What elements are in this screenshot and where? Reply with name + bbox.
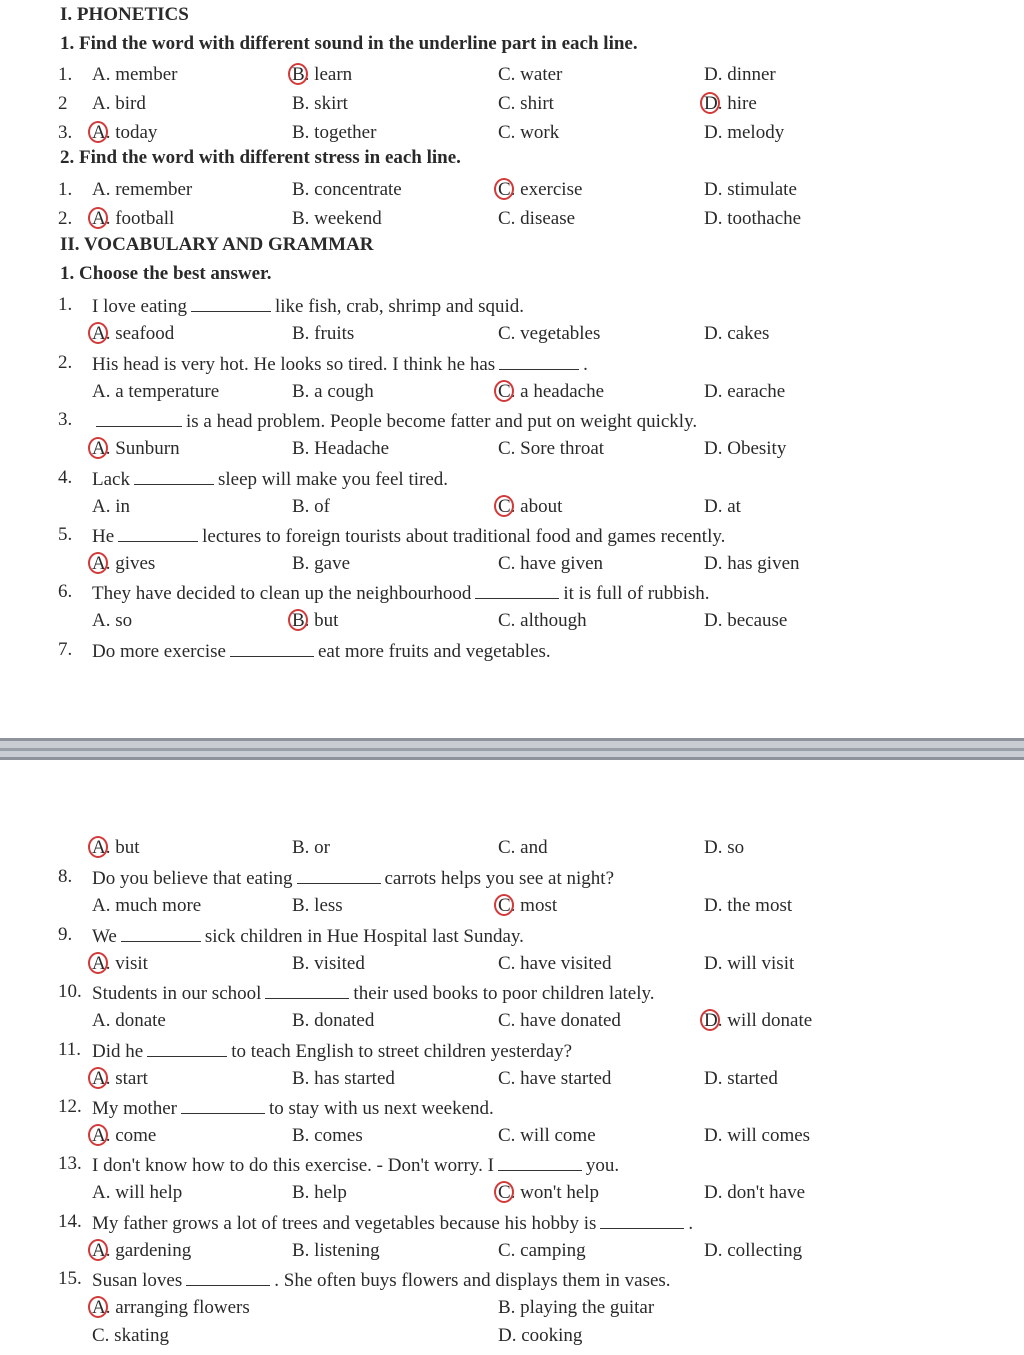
stem-text-after: . She often buys flowers and displays them in vases. — [274, 1270, 671, 1291]
question-1-option-d[interactable] — [704, 320, 769, 348]
question-15-option-a[interactable] — [92, 1294, 250, 1322]
option-label: A. donate — [92, 1010, 166, 1031]
phonetics-row-2-option-b[interactable] — [292, 90, 348, 118]
phonetics-row-2-option-d[interactable] — [704, 90, 757, 118]
answer-circle-mark — [88, 121, 108, 143]
option-label: B. or — [292, 837, 330, 858]
item-number: 7. — [58, 639, 73, 660]
answer-circle-mark — [88, 552, 108, 574]
stem-text-after: to teach English to street children yesterday? — [231, 1041, 573, 1062]
stress-row-2-option-a[interactable] — [92, 205, 174, 233]
stem-text-before: We — [92, 926, 117, 947]
section-title-phonetics: I. PHONETICS — [60, 4, 189, 25]
option-label: D. stimulate — [704, 179, 797, 200]
option-label: A. visit — [92, 953, 148, 974]
item-number: 5. — [58, 524, 73, 545]
answer-circle-mark — [288, 63, 308, 85]
option-label: B. gave — [292, 553, 351, 574]
phonetics-row-3-option-c[interactable] — [498, 119, 559, 147]
option-label: C. shirt — [498, 93, 554, 114]
question-12-option-c[interactable] — [498, 1122, 596, 1150]
question-9-option-c[interactable] — [498, 950, 611, 978]
answer-circle-mark — [288, 609, 308, 631]
phonetics-row-3-option-b[interactable] — [292, 119, 376, 147]
stem-text-after: like fish, crab, shrimp and squid. — [274, 296, 525, 317]
question-13-option-a[interactable] — [92, 1179, 182, 1207]
stem-text-before: I love eating — [92, 296, 187, 317]
question-9-option-d[interactable] — [704, 950, 794, 978]
option-label: A. so — [92, 610, 133, 631]
option-label: B. weekend — [292, 208, 382, 229]
question-8-option-a[interactable] — [92, 892, 201, 920]
item-number: 15. — [58, 1268, 82, 1289]
question-1-option-a[interactable] — [92, 320, 174, 348]
item-number: 3. — [58, 122, 73, 143]
item-number: 8. — [58, 866, 73, 887]
option-label: C. vegetables — [498, 323, 601, 344]
option-label: C. water — [498, 64, 563, 85]
option-label: D. will comes — [704, 1125, 811, 1146]
question-14-option-d[interactable] — [704, 1237, 802, 1265]
option-label: A. today — [92, 122, 158, 143]
stem-text-after: it is full of rubbish. — [563, 583, 710, 604]
answer-circle-mark — [88, 1124, 108, 1146]
question-2-option-d[interactable] — [704, 378, 785, 406]
answer-circle-mark — [494, 894, 514, 916]
question-stem-7 — [92, 636, 551, 666]
option-label: A. but — [92, 837, 140, 858]
option-label: D. earache — [704, 381, 786, 402]
stem-text-before: I don't know how to do this exercise. - Don't worry. I — [92, 1155, 494, 1176]
question-stem-6 — [92, 578, 710, 608]
question-10-option-b[interactable] — [292, 1007, 374, 1035]
question-stem-4 — [92, 464, 448, 494]
item-number: 13. — [58, 1153, 82, 1174]
option-label: D. at — [704, 496, 741, 517]
question-15-option-c[interactable] — [92, 1322, 169, 1350]
stem-text-after: to stay with us next weekend. — [268, 1098, 494, 1119]
answer-circle-mark — [88, 1239, 108, 1261]
option-label: C. have started — [498, 1068, 612, 1089]
option-label: C. skating — [92, 1325, 170, 1346]
stress-row-2-option-b[interactable] — [292, 205, 382, 233]
answer-blank[interactable] — [498, 1150, 582, 1171]
question-9-option-a[interactable] — [92, 950, 148, 978]
answer-circle-mark — [88, 322, 108, 344]
option-label: A. come — [92, 1125, 157, 1146]
question-stem-1 — [92, 291, 524, 321]
item-number: 4. — [58, 467, 73, 488]
stem-text-after: you. — [585, 1155, 620, 1176]
option-label: B. less — [292, 895, 343, 916]
option-label: D. has given — [704, 553, 800, 574]
question-5-option-a[interactable] — [92, 550, 155, 578]
option-label: D. because — [704, 610, 788, 631]
question-8-option-d[interactable] — [704, 892, 792, 920]
option-label: D. don't have — [704, 1182, 806, 1203]
item-number: 6. — [58, 581, 73, 602]
option-label: C. and — [498, 837, 548, 858]
answer-circle-mark — [88, 1296, 108, 1318]
option-label: A. arranging flowers — [92, 1297, 250, 1318]
question-stem-12 — [92, 1093, 494, 1123]
question-9-option-b[interactable] — [292, 950, 365, 978]
answer-circle-mark — [494, 1181, 514, 1203]
stem-text-after: eat more fruits and vegetables. — [318, 641, 551, 662]
question-stem-3 — [92, 406, 697, 436]
answer-circle-mark — [88, 952, 108, 974]
option-label: A. in — [92, 496, 130, 517]
stress-row-1-option-d[interactable] — [704, 176, 797, 204]
option-label: B. has started — [292, 1068, 395, 1089]
question-stem-10 — [92, 978, 655, 1008]
part3-heading: 1. Choose the best answer. — [60, 263, 272, 284]
option-label: D. will visit — [704, 953, 795, 974]
item-number: 3. — [58, 409, 73, 430]
question-10-option-c[interactable] — [498, 1007, 621, 1035]
answer-blank[interactable] — [191, 291, 271, 312]
stem-text-after: sick children in Hue Hospital last Sunday. — [204, 926, 524, 947]
stem-text-before: Did he — [92, 1041, 144, 1062]
question-1-option-b[interactable] — [292, 320, 354, 348]
option-label: B. visited — [292, 953, 365, 974]
option-label: C. work — [498, 122, 560, 143]
option-label: D. cakes — [704, 323, 770, 344]
question-7-option-b[interactable] — [292, 834, 330, 862]
part2-heading: 2. Find the word with different stress in each line. — [60, 147, 461, 168]
question-2-option-c[interactable] — [498, 378, 604, 406]
option-label: A. much more — [92, 895, 202, 916]
option-label: D. started — [704, 1068, 778, 1089]
option-label: B. together — [292, 122, 377, 143]
answer-blank[interactable] — [186, 1265, 270, 1286]
item-number: 10. — [58, 981, 82, 1002]
stem-text-before: Lack — [92, 469, 130, 490]
answer-circle-mark — [494, 178, 514, 200]
question-2-option-a[interactable] — [92, 378, 219, 406]
option-label: C. about — [498, 496, 563, 517]
question-1-option-c[interactable] — [498, 320, 600, 348]
question-stem-8 — [92, 863, 614, 893]
answer-blank[interactable] — [96, 406, 182, 427]
option-label: C. have given — [498, 553, 604, 574]
answer-circle-mark — [494, 495, 514, 517]
phonetics-row-3-option-d[interactable] — [704, 119, 784, 147]
option-label: D. so — [704, 837, 745, 858]
stem-text-before: They have decided to clean up the neighbourhood — [92, 583, 472, 604]
option-label: B. fruits — [292, 323, 355, 344]
option-label: A. gives — [92, 553, 156, 574]
answer-blank[interactable] — [230, 636, 314, 657]
question-13-option-b[interactable] — [292, 1179, 347, 1207]
question-12-option-a[interactable] — [92, 1122, 156, 1150]
question-13-option-d[interactable] — [704, 1179, 805, 1207]
answer-blank[interactable] — [147, 1036, 227, 1057]
answer-blank[interactable] — [600, 1208, 684, 1229]
answer-blank[interactable] — [121, 921, 201, 942]
item-number: 1. — [58, 64, 73, 85]
stem-text-after: . — [688, 1213, 694, 1234]
option-label: D. toothache — [704, 208, 802, 229]
option-label: C. will come — [498, 1125, 596, 1146]
answer-blank[interactable] — [181, 1093, 265, 1114]
part1-heading: 1. Find the word with different sound in the underline part in each line. — [60, 33, 638, 54]
stem-text-before: My father grows a lot of trees and vegetables because his hobby is — [92, 1213, 597, 1234]
stem-text-after: sleep will make you feel tired. — [217, 469, 449, 490]
question-4-option-c[interactable] — [498, 493, 562, 521]
option-label: D. cooking — [498, 1325, 583, 1346]
option-label: B. skirt — [292, 93, 348, 114]
question-6-option-c[interactable] — [498, 607, 587, 635]
answer-blank[interactable] — [499, 349, 579, 370]
question-14-option-a[interactable] — [92, 1237, 191, 1265]
stem-text-before: My mother — [92, 1098, 177, 1119]
question-12-option-b[interactable] — [292, 1122, 363, 1150]
question-8-option-b[interactable] — [292, 892, 343, 920]
item-number: 9. — [58, 924, 73, 945]
stem-text-after: is a head problem. People become fatter and put on weight quickly. — [186, 411, 698, 432]
phonetics-row-1-option-c[interactable] — [498, 61, 562, 89]
question-2-option-b[interactable] — [292, 378, 374, 406]
option-label: A. bird — [92, 93, 146, 114]
question-10-option-d[interactable] — [704, 1007, 812, 1035]
stem-text-before: Do more exercise — [92, 641, 226, 662]
phonetics-row-3-option-a[interactable] — [92, 119, 157, 147]
answer-circle-mark — [700, 1009, 720, 1031]
question-10-option-a[interactable] — [92, 1007, 166, 1035]
option-label: C. won't help — [498, 1182, 600, 1203]
option-label: A. will help — [92, 1182, 183, 1203]
stress-row-2-option-c[interactable] — [498, 205, 575, 233]
item-number: 1. — [58, 179, 73, 200]
question-7-option-a[interactable] — [92, 834, 140, 862]
question-15-option-d[interactable] — [498, 1322, 582, 1350]
answer-circle-mark — [88, 437, 108, 459]
item-number: 12. — [58, 1096, 82, 1117]
stem-text-after: their used books to poor children lately. — [353, 983, 655, 1004]
question-5-option-d[interactable] — [704, 550, 800, 578]
item-number: 1. — [58, 294, 73, 315]
item-number: 2 — [58, 93, 68, 114]
stem-text-before: His head is very hot. He looks so tired. I think he has — [92, 354, 496, 375]
item-number: 11. — [58, 1039, 82, 1060]
stress-row-1-option-a[interactable] — [92, 176, 192, 204]
option-label: C. a headache — [498, 381, 605, 402]
stem-text-after: lectures to foreign tourists about traditional food and games recently. — [202, 526, 726, 547]
phonetics-row-1-option-a[interactable] — [92, 61, 177, 89]
option-label: C. most — [498, 895, 558, 916]
stem-text-after: carrots helps you see at night? — [384, 868, 615, 889]
option-label: A. remember — [92, 179, 193, 200]
option-label: D. Obesity — [704, 438, 787, 459]
question-stem-14 — [92, 1208, 693, 1238]
phonetics-row-2-option-c[interactable] — [498, 90, 554, 118]
section-title-vocabulary: II. VOCABULARY AND GRAMMAR — [60, 234, 374, 255]
question-11-option-a[interactable] — [92, 1065, 148, 1093]
option-label: D. collecting — [704, 1240, 803, 1261]
question-11-option-c[interactable] — [498, 1065, 611, 1093]
answer-blank[interactable] — [118, 521, 198, 542]
question-14-option-c[interactable] — [498, 1237, 586, 1265]
question-11-option-b[interactable] — [292, 1065, 395, 1093]
question-3-option-a[interactable] — [92, 435, 180, 463]
option-label: A. Sunburn — [92, 438, 180, 459]
question-stem-5 — [92, 521, 725, 551]
option-label: C. Sore throat — [498, 438, 605, 459]
option-label: A. gardening — [92, 1240, 192, 1261]
stress-row-1-option-b[interactable] — [292, 176, 402, 204]
answer-blank[interactable] — [134, 464, 214, 485]
option-label: B. of — [292, 496, 330, 517]
question-4-option-d[interactable] — [704, 493, 741, 521]
answer-circle-mark — [88, 207, 108, 229]
stem-text-before: He — [92, 526, 115, 547]
question-5-option-c[interactable] — [498, 550, 603, 578]
option-label: A. a temperature — [92, 381, 220, 402]
option-label: B. Headache — [292, 438, 390, 459]
question-13-option-c[interactable] — [498, 1179, 599, 1207]
option-label: B. playing the guitar — [498, 1297, 655, 1318]
question-3-option-d[interactable] — [704, 435, 786, 463]
stem-text-before: Students in our school — [92, 983, 262, 1004]
option-label: C. have visited — [498, 953, 612, 974]
question-12-option-d[interactable] — [704, 1122, 810, 1150]
option-label: A. seafood — [92, 323, 175, 344]
question-11-option-d[interactable] — [704, 1065, 778, 1093]
option-label: B. comes — [292, 1125, 363, 1146]
option-label: B. donated — [292, 1010, 375, 1031]
question-5-option-b[interactable] — [292, 550, 350, 578]
answer-blank[interactable] — [265, 978, 349, 999]
question-6-option-a[interactable] — [92, 607, 132, 635]
option-label: A. member — [92, 64, 178, 85]
question-3-option-c[interactable] — [498, 435, 604, 463]
stress-row-1-option-c[interactable] — [498, 176, 582, 204]
option-label: D. dinner — [704, 64, 776, 85]
question-stem-15 — [92, 1265, 671, 1295]
question-stem-13 — [92, 1150, 619, 1180]
option-label: D. melody — [704, 122, 785, 143]
option-label: D. hire — [704, 93, 757, 114]
answer-blank[interactable] — [297, 863, 381, 884]
question-stem-2 — [92, 349, 588, 379]
stem-text-before: Susan loves — [92, 1270, 183, 1291]
answer-circle-mark — [88, 1067, 108, 1089]
answer-blank[interactable] — [475, 578, 559, 599]
option-label: B. a cough — [292, 381, 374, 402]
question-15-option-b[interactable] — [498, 1294, 654, 1322]
answer-circle-mark — [494, 380, 514, 402]
phonetics-row-1-option-b[interactable] — [292, 61, 352, 89]
question-3-option-b[interactable] — [292, 435, 389, 463]
option-label: D. will donate — [704, 1010, 813, 1031]
question-4-option-b[interactable] — [292, 493, 330, 521]
phonetics-row-2-option-a[interactable] — [92, 90, 146, 118]
question-stem-11 — [92, 1036, 572, 1066]
phonetics-row-1-option-d[interactable] — [704, 61, 776, 89]
option-label: D. the most — [704, 895, 793, 916]
option-label: B. concentrate — [292, 179, 402, 200]
question-4-option-a[interactable] — [92, 493, 130, 521]
option-label: A. start — [92, 1068, 148, 1089]
question-8-option-c[interactable] — [498, 892, 557, 920]
question-14-option-b[interactable] — [292, 1237, 380, 1265]
item-number: 2. — [58, 208, 73, 229]
option-label: A. football — [92, 208, 175, 229]
option-label: C. have donated — [498, 1010, 621, 1031]
question-6-option-b[interactable] — [292, 607, 338, 635]
stem-text-after: . — [583, 354, 588, 375]
question-6-option-d[interactable] — [704, 607, 787, 635]
option-label: C. although — [498, 610, 587, 631]
option-label: C. disease — [498, 208, 576, 229]
question-7-option-c[interactable] — [498, 834, 548, 862]
stem-text-before: Do you believe that eating — [92, 868, 293, 889]
option-label: B. learn — [292, 64, 353, 85]
item-number: 14. — [58, 1211, 82, 1232]
question-7-option-d[interactable] — [704, 834, 744, 862]
option-label: B. listening — [292, 1240, 380, 1261]
item-number: 2. — [58, 352, 73, 373]
page-break-separator — [0, 738, 1024, 760]
option-label: B. but — [292, 610, 339, 631]
question-stem-9 — [92, 921, 524, 951]
answer-circle-mark — [700, 92, 720, 114]
stress-row-2-option-d[interactable] — [704, 205, 801, 233]
option-label: C. exercise — [498, 179, 583, 200]
option-label: B. help — [292, 1182, 347, 1203]
answer-circle-mark — [88, 836, 108, 858]
option-label: C. camping — [498, 1240, 586, 1261]
